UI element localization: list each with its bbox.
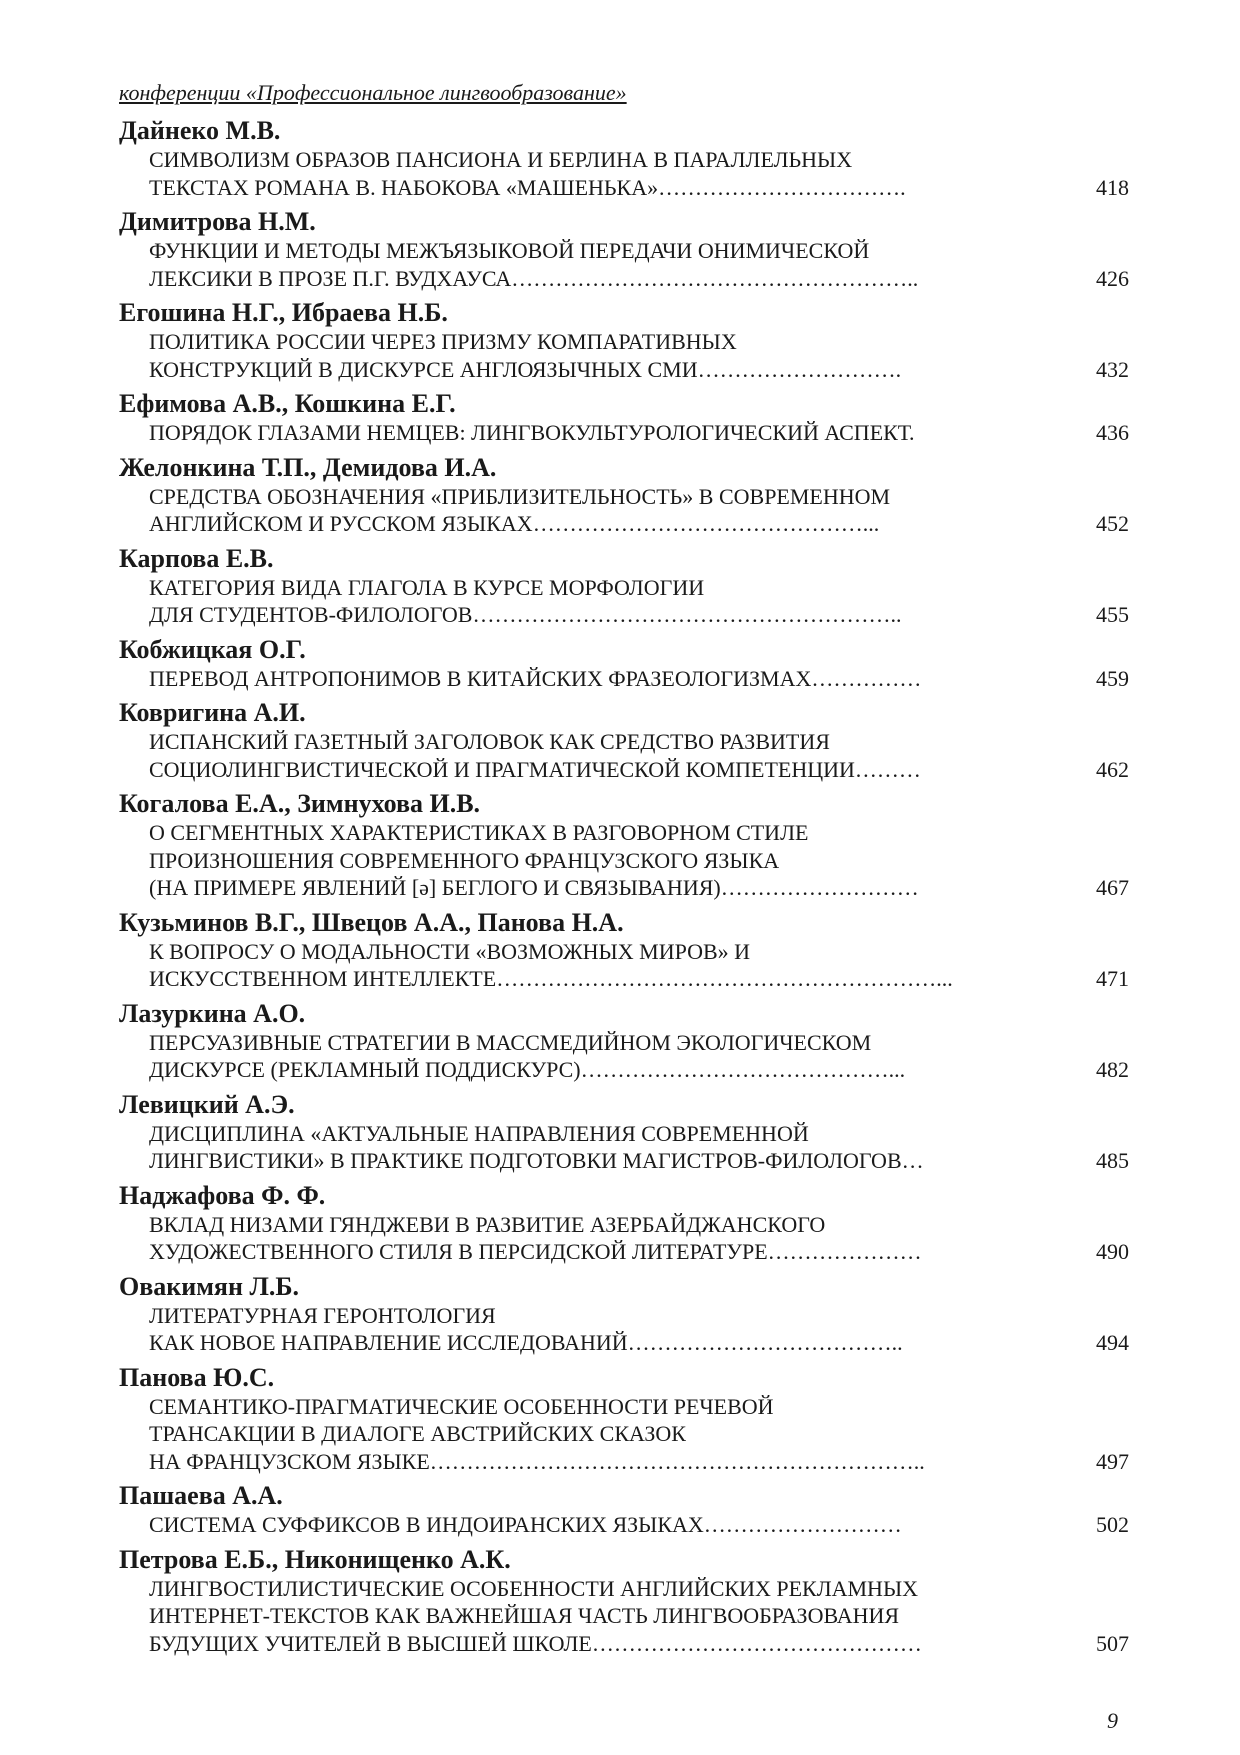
entry-page-number: 494 [1096,1330,1129,1355]
entry-title-line: ДИСКУРСЕ (РЕКЛАМНЫЙ ПОДДИСКУРС)……………………………………... [149,1057,906,1082]
entry-title-line: ТЕКСТАХ РОМАНА В. НАБОКОВА «МАШЕНЬКА»……………………………. [149,174,906,200]
running-header: конференции «Профессиональное лингвообразование» [119,80,627,105]
entry-title [119,819,1129,902]
entry-title [119,1029,1129,1084]
entry-title [119,419,1129,447]
entry-author: Петрова Е.Б., Никонищенко А.К. [119,1544,511,1574]
entry-author: Левицкий А.Э. [119,1089,295,1119]
entry-title [119,728,1129,783]
entry-author: Кобжицкая О.Г. [119,634,306,664]
entry-title [119,1393,1129,1476]
entry-page-number: 490 [1096,1239,1129,1264]
entry-author: Наджафова Ф. Ф. [119,1180,326,1210]
entry-page-number: 436 [1096,420,1129,445]
entry-title-line: ХУДОЖЕСТВЕННОГО СТИЛЯ В ПЕРСИДСКОЙ ЛИТЕРАТУРЕ………………… [149,1239,922,1264]
entry-page-number: 497 [1096,1448,1129,1474]
entry-title [119,1120,1129,1175]
entry-title [119,574,1129,629]
toc-entry [119,908,1129,993]
entry-title [119,237,1129,292]
entry-title-line: ДЛЯ СТУДЕНТОВ-ФИЛОЛОГОВ………………………………………………….. [149,602,902,627]
entry-title-line: ЛИНГВОСТИЛИСТИЧЕСКИЕ ОСОБЕННОСТИ АНГЛИЙСКИХ РЕКЛАМНЫХ [149,1575,919,1601]
entry-author: Пашаева А.А. [119,1481,283,1510]
entry-author: Лазуркина А.О. [119,998,306,1028]
entry-title-line: ИСКУССТВЕННОМ ИНТЕЛЛЕКТЕ……………………………………………………... [149,966,953,991]
entry-title-line: ЛИНГВИСТИКИ» В ПРАКТИКЕ ПОДГОТОВКИ МАГИСТРОВ-ФИЛОЛОГОВ… [149,1148,924,1173]
toc-entry [119,207,1129,292]
toc-entry [119,389,1129,447]
toc-entry [119,1272,1129,1357]
entry-title [119,1302,1129,1357]
entry-title-line: ПЕРЕВОД АНТРОПОНИМОВ В КИТАЙСКИХ ФРАЗЕОЛОГИЗМАХ…………… [149,665,922,691]
toc-entry [119,116,1129,201]
entry-title-line: СРЕДСТВА ОБОЗНАЧЕНИЯ «ПРИБЛИЗИТЕЛЬНОСТЬ» В СОВРЕМЕННОМ [149,483,891,509]
entry-author: Когалова Е.А., Зимнухова И.В. [119,789,481,818]
toc-entry [119,1481,1129,1539]
toc-entry [119,1363,1129,1476]
entry-title-line: КОНСТРУКЦИЙ В ДИСКУРСЕ АНГЛОЯЗЫЧНЫХ СМИ………………………. [149,356,902,382]
entry-title-line: СИСТЕМА СУФФИКСОВ В ИНДОИРАНСКИХ ЯЗЫКАХ……………………… [149,1512,902,1537]
entry-title-line: БУДУЩИХ УЧИТЕЛЕЙ В ВЫСШЕЙ ШКОЛЕ……………………………………… [149,1630,922,1656]
entry-title-line: СИМВОЛИЗМ ОБРАЗОВ ПАНСИОНА И БЕРЛИНА В ПАРАЛЛЕЛЬНЫХ [149,147,853,172]
entry-page-number: 502 [1096,1512,1129,1537]
entry-page-number: 471 [1096,966,1129,991]
entry-author: Егошина Н.Г., Ибраева Н.Б. [119,298,448,327]
toc-entry [119,698,1129,783]
table-of-contents [119,116,1129,1663]
entry-title-line: О СЕГМЕНТНЫХ ХАРАКТЕРИСТИКАХ В РАЗГОВОРНОМ СТИЛЕ [149,820,809,845]
entry-title [119,483,1129,538]
entry-page-number: 507 [1096,1630,1129,1656]
entry-title [119,1511,1129,1539]
entry-title-line: ПОРЯДОК ГЛАЗАМИ НЕМЦЕВ: ЛИНГВОКУЛЬТУРОЛОГИЧЕСКИЙ АСПЕКТ. [149,420,915,445]
entry-page-number: 462 [1096,756,1129,782]
toc-entry [119,453,1129,538]
entry-page-number: 452 [1096,511,1129,536]
entry-title-line: ПРОИЗНОШЕНИЯ СОВРЕМЕННОГО ФРАНЦУЗСКОГО ЯЗЫКА [149,847,780,873]
entry-page-number: 426 [1096,265,1129,291]
toc-entry [119,1545,1129,1658]
entry-page-number: 467 [1096,875,1129,900]
entry-page-number: 418 [1096,174,1129,200]
entry-author: Димитрова Н.М. [119,207,316,236]
entry-author: Карпова Е.В. [119,543,274,573]
entry-title-line: СОЦИОЛИНГВИСТИЧЕСКОЙ И ПРАГМАТИЧЕСКОЙ КОМПЕТЕНЦИИ……… [149,756,921,782]
entry-title-line: АНГЛИЙСКОМ И РУССКОМ ЯЗЫКАХ………………………………………... [149,511,880,536]
toc-entry [119,635,1129,693]
entry-title-line: ФУНКЦИИ И МЕТОДЫ МЕЖЪЯЗЫКОВОЙ ПЕРЕДАЧИ ОНИМИЧЕСКОЙ [149,238,870,263]
entry-title [119,328,1129,383]
entry-page-number: 485 [1096,1148,1129,1173]
entry-page-number: 482 [1096,1057,1129,1082]
entry-author: Желонкина Т.П., Демидова И.А. [119,452,497,482]
entry-title-line: ВКЛАД НИЗАМИ ГЯНДЖЕВИ В РАЗВИТИЕ АЗЕРБАЙДЖАНСКОГО [149,1211,826,1237]
entry-title-line: ДИСЦИПЛИНА «АКТУАЛЬНЫЕ НАПРАВЛЕНИЯ СОВРЕМЕННОЙ [149,1120,809,1146]
entry-title [119,146,1129,201]
entry-title [119,665,1129,693]
toc-entry [119,298,1129,383]
entry-page-number: 432 [1096,356,1129,382]
toc-entry [119,1181,1129,1266]
entry-title-line: ЛИТЕРАТУРНАЯ ГЕРОНТОЛОГИЯ [149,1302,496,1328]
entry-title-line: ИНТЕРНЕТ-ТЕКСТОВ КАК ВАЖНЕЙШАЯ ЧАСТЬ ЛИНГВООБРАЗОВАНИЯ [149,1603,900,1628]
entry-title [119,1211,1129,1266]
toc-entry [119,1090,1129,1175]
entry-title-line: ИСПАНСКИЙ ГАЗЕТНЫЙ ЗАГОЛОВОК КАК СРЕДСТВО РАЗВИТИЯ [149,729,830,754]
toc-entry [119,999,1129,1084]
entry-author: Кузьминов В.Г., Швецов А.А., Панова Н.А. [119,907,624,937]
entry-title-line: (НА ПРИМЕРЕ ЯВЛЕНИЙ [ə] БЕГЛОГО И СВЯЗЫВАНИЯ)……………………… [149,875,919,900]
entry-title [119,1575,1129,1658]
entry-title [119,938,1129,993]
entry-title-line: СЕМАНТИКО-ПРАГМАТИЧЕСКИЕ ОСОБЕННОСТИ РЕЧЕВОЙ [149,1393,774,1419]
entry-title-line: К ВОПРОСУ О МОДАЛЬНОСТИ «ВОЗМОЖНЫХ МИРОВ» И [149,938,751,964]
entry-author: Ефимова А.В., Кошкина Е.Г. [119,389,456,418]
entry-title-line: КАТЕГОРИЯ ВИДА ГЛАГОЛА В КУРСЕ МОРФОЛОГИИ [149,574,705,600]
entry-page-number: 459 [1096,665,1129,691]
entry-author: Панова Ю.С. [119,1362,275,1392]
entry-title-line: ПОЛИТИКА РОССИИ ЧЕРЕЗ ПРИЗМУ КОМПАРАТИВНЫХ [149,329,737,354]
entry-title-line: КАК НОВОЕ НАПРАВЛЕНИЕ ИССЛЕДОВАНИЙ……………………………….. [149,1330,903,1355]
toc-entry [119,789,1129,902]
page-number: 9 [1107,1708,1118,1733]
entry-author: Дайнеко М.В. [119,116,281,145]
entry-author: Овакимян Л.Б. [119,1271,300,1301]
toc-entry [119,544,1129,629]
entry-title-line: НА ФРАНЦУЗСКОМ ЯЗЫКЕ………………………………………………………….. [149,1448,925,1474]
entry-title-line: ЛЕКСИКИ В ПРОЗЕ П.Г. ВУДХАУСА……………………………………………….. [149,265,919,291]
entry-title-line: ТРАНСАКЦИИ В ДИАЛОГЕ АВСТРИЙСКИХ СКАЗОК [149,1421,686,1446]
entry-page-number: 455 [1096,602,1129,627]
entry-title-line: ПЕРСУАЗИВНЫЕ СТРАТЕГИИ В МАССМЕДИЙНОМ ЭКОЛОГИЧЕСКОМ [149,1029,872,1055]
entry-author: Ковригина А.И. [119,698,306,727]
